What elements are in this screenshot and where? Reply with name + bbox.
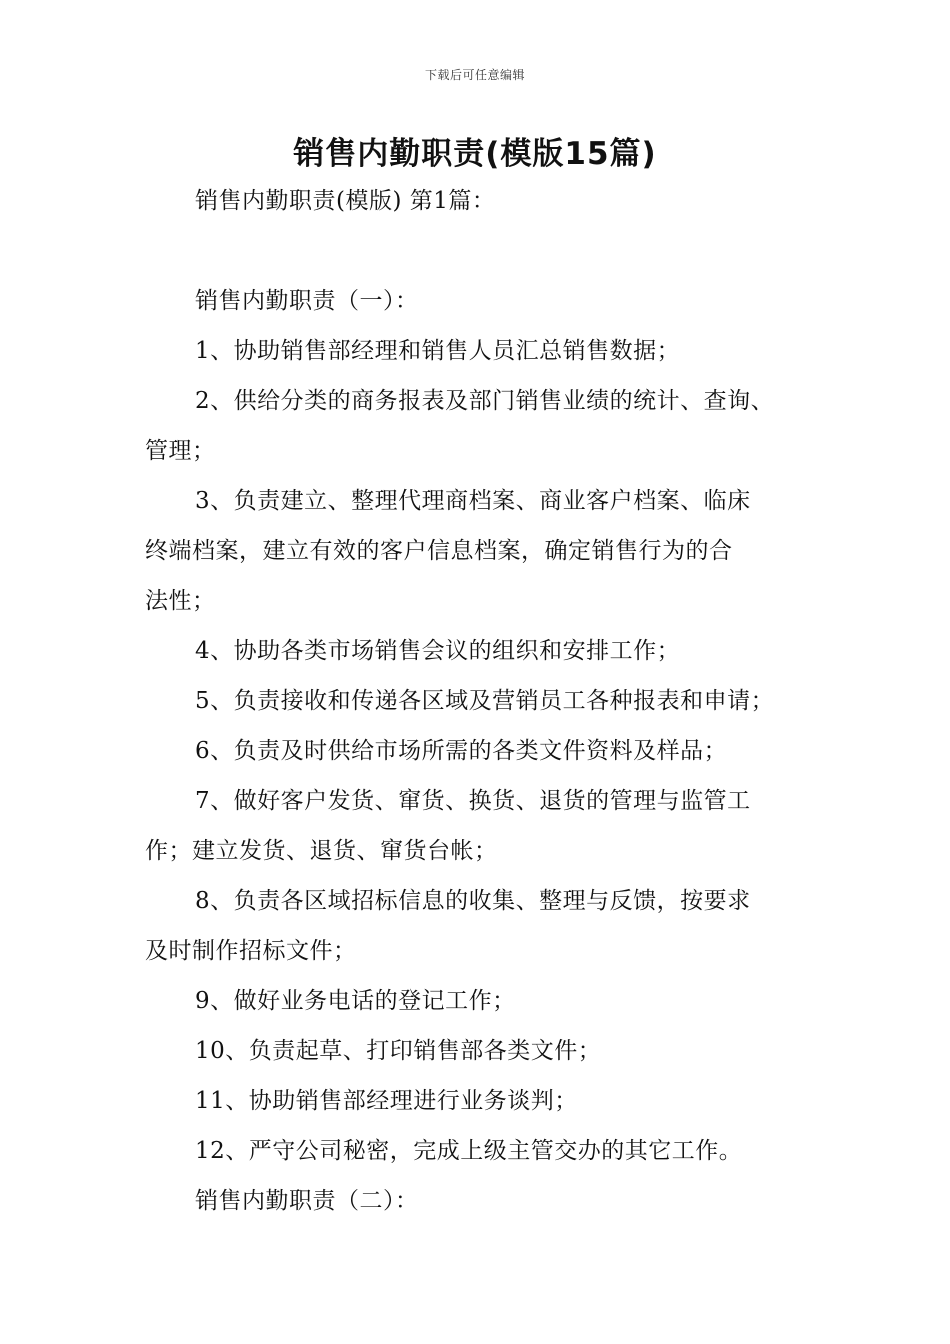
paragraph-line: 8、负责各区域招标信息的收集、整理与反馈，按要求: [195, 888, 751, 914]
section-heading: 销售内勤职责(模版) 第1篇：: [195, 188, 496, 214]
header-note: 下载后可任意编辑: [424, 68, 525, 82]
paragraph-line: 及时制作招标文件；: [145, 938, 357, 964]
paragraph-line: 作；建立发货、退货、窜货台帐；: [145, 838, 498, 864]
paragraph-line: 法性；: [145, 588, 216, 614]
paragraph-line: 4、协助各类市场销售会议的组织和安排工作；: [195, 638, 681, 664]
paragraph-line: 7、做好客户发货、窜货、换货、退货的管理与监管工: [195, 788, 751, 814]
paragraph-line: 6、负责及时供给市场所需的各类文件资料及样品；: [195, 738, 728, 764]
paragraph-line: 12、严守公司秘密，完成上级主管交办的其它工作。: [195, 1138, 743, 1164]
document-title: 销售内勤职责(模版15篇): [293, 136, 657, 172]
paragraph-line: 10、负责起草、打印销售部各类文件；: [195, 1038, 602, 1064]
subsection-heading: 销售内勤职责（一）：: [195, 288, 419, 314]
paragraph-line: 1、协助销售部经理和销售人员汇总销售数据；: [195, 338, 681, 364]
paragraph-line: 终端档案，建立有效的客户信息档案，确定销售行为的合: [145, 538, 733, 564]
paragraph-line: 5、负责接收和传递各区域及营销员工各种报表和申请；: [195, 688, 775, 714]
paragraph-line: 9、做好业务电话的登记工作；: [195, 988, 516, 1014]
paragraph-line: 3、负责建立、整理代理商档案、商业客户档案、临床: [195, 488, 751, 514]
paragraph-line: 11、协助销售部经理进行业务谈判；: [195, 1088, 578, 1114]
subsection-heading: 销售内勤职责（二）：: [195, 1188, 419, 1214]
paragraph-line: 2、供给分类的商务报表及部门销售业绩的统计、查询、: [195, 388, 775, 414]
paragraph-line: 管理；: [145, 438, 216, 464]
